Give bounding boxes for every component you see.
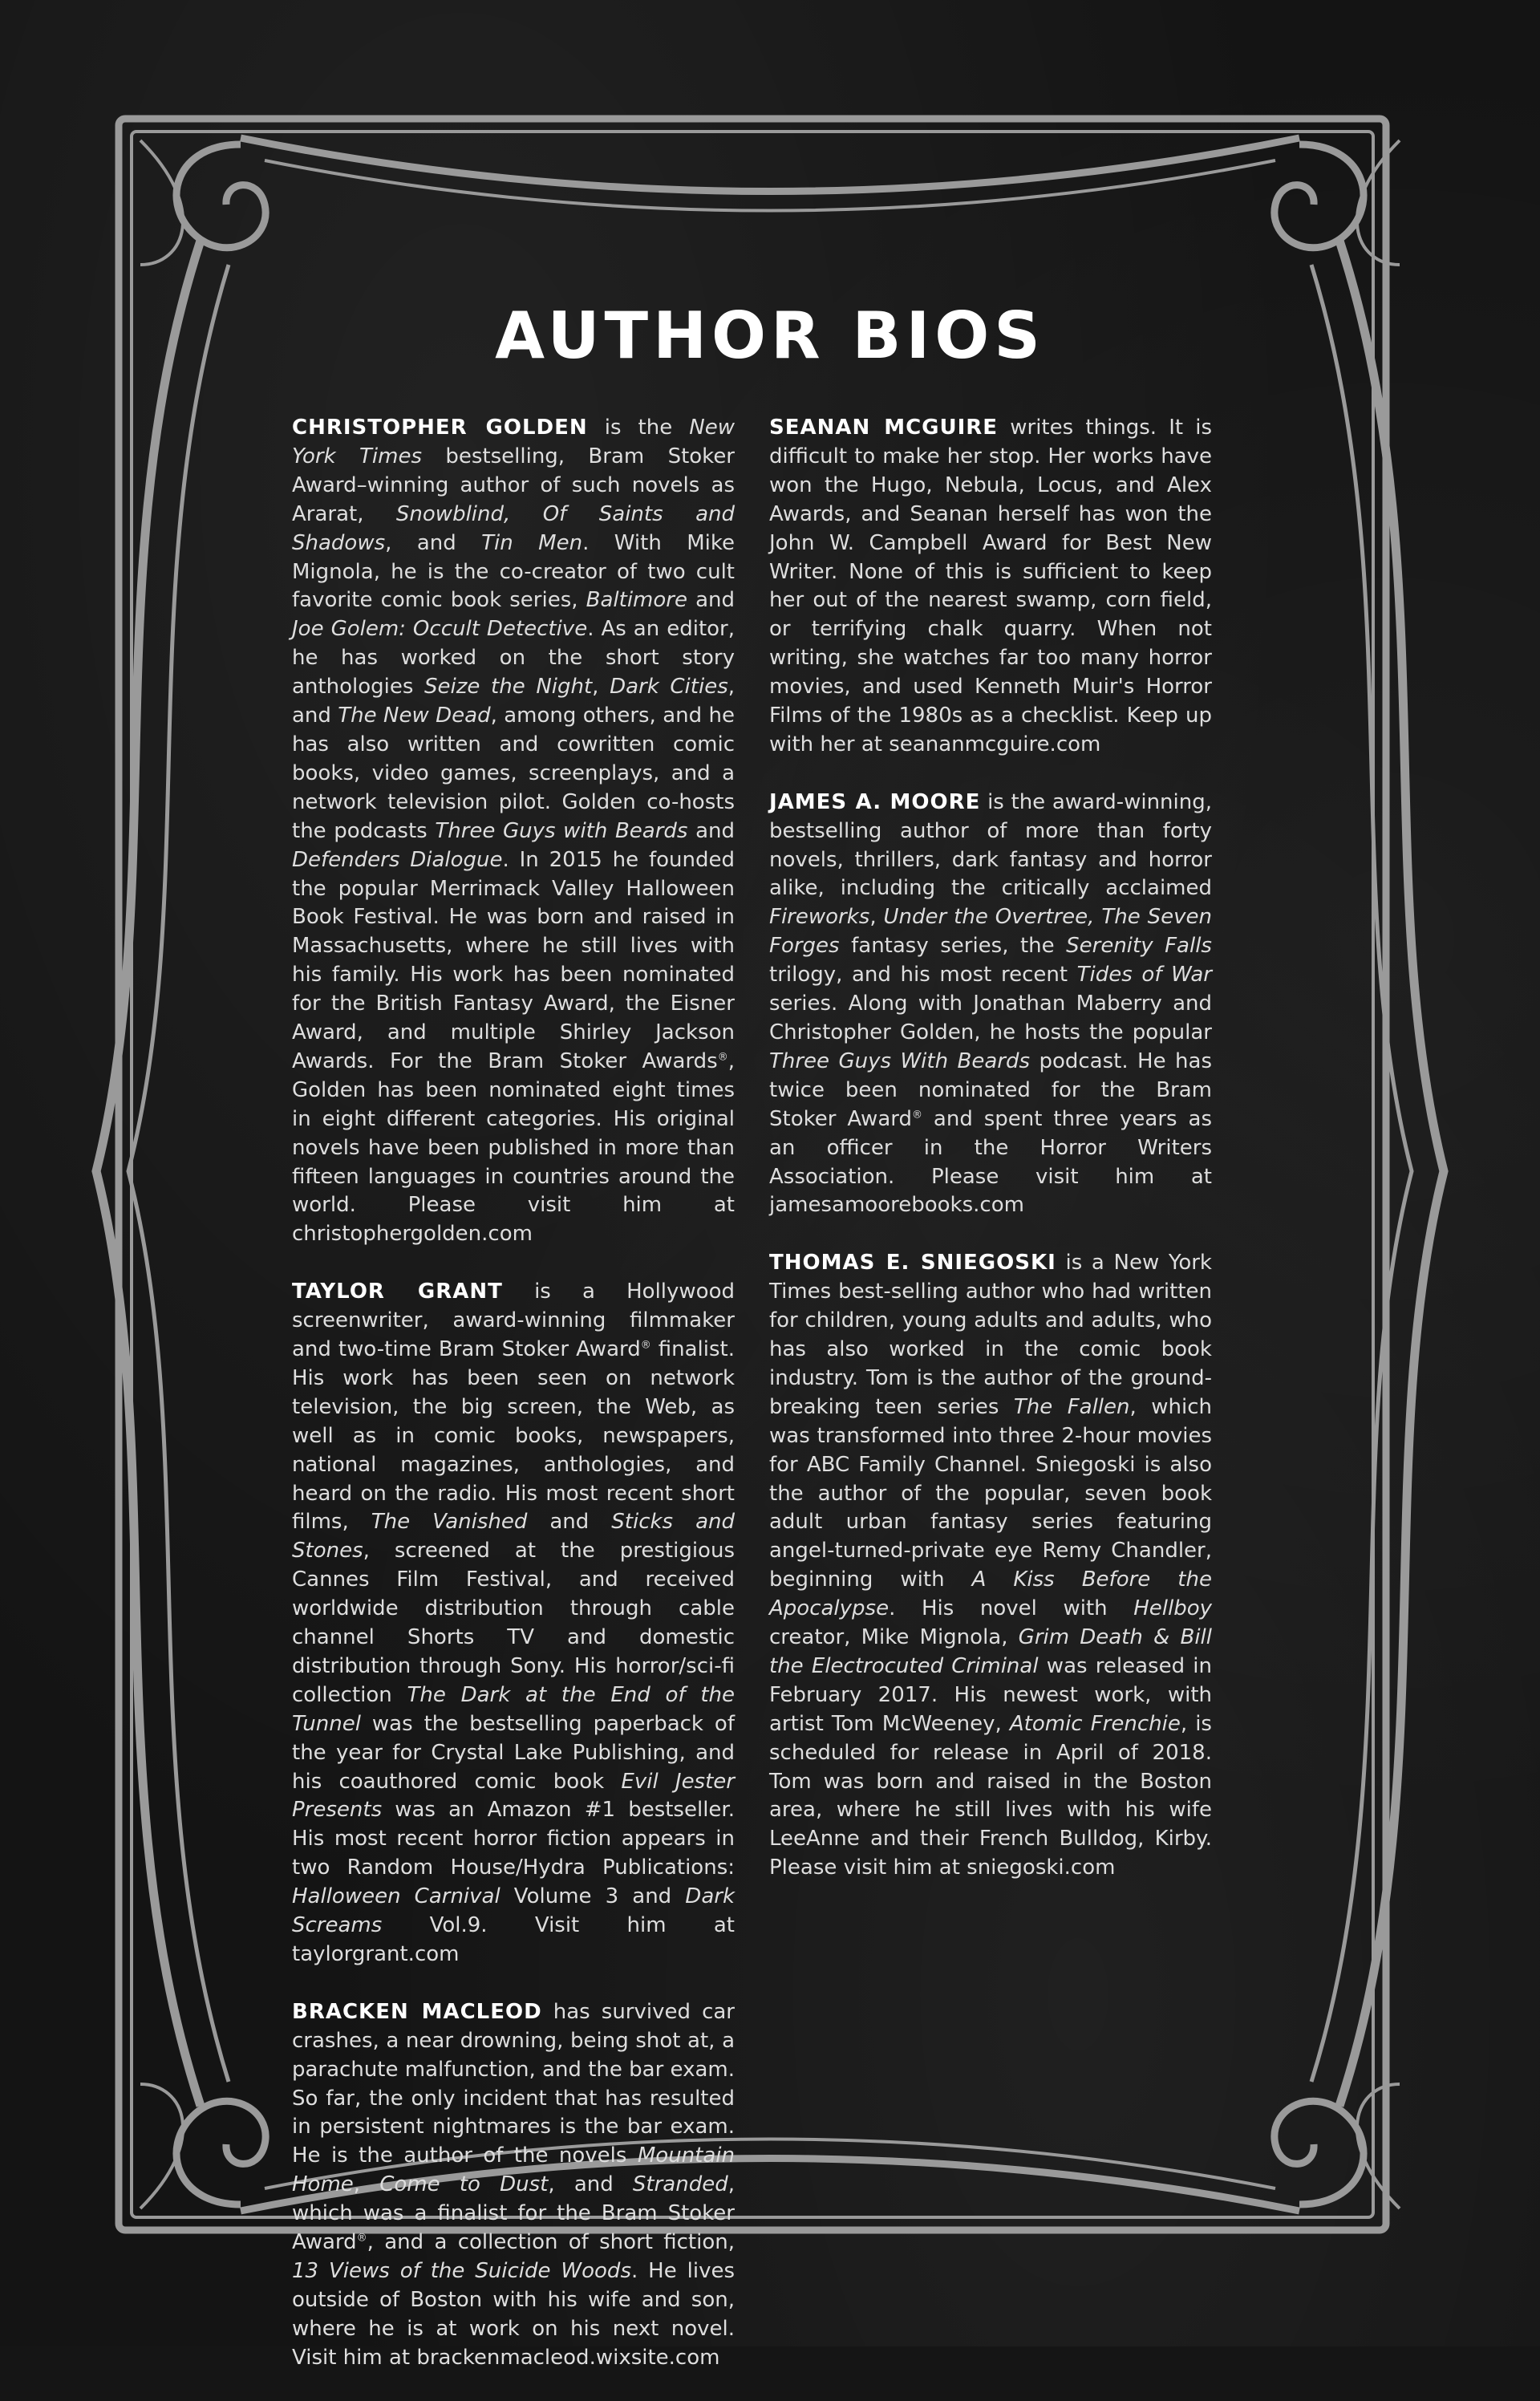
registered-mark: ® (640, 1339, 651, 1352)
bio-text: , which was transformed into three 2-hour movies for ABC Family Channel. Sniegoski is also the author of the popular, seven book adult urban fantasy series featuring angel-turned-private eye Remy Chandler, beginning with (769, 1394, 1212, 1592)
bio-bracken-macleod (292, 1998, 735, 2373)
film-title: Sticks and Stones (292, 1510, 736, 1563)
book-title: Grim Death & Bill the Electrocuted Criminal (769, 1625, 1212, 1678)
bio-text: and (687, 818, 735, 843)
book-title: A Kiss Before the Apocalypse (769, 1568, 1212, 1621)
bio-text: and (527, 1510, 612, 1535)
bio-text: finalist. His work has been seen on network television, the big screen, the Web, as well as in comic books, newspapers, national magazines, anthologies, and heard on the radio. His most recent short films, (292, 1336, 735, 1535)
bio-text: , (592, 675, 610, 700)
bio-text: creator, Mike Mignola, (769, 1625, 1019, 1650)
bio-text: , among others, and he has also written and cowritten comic books, video games, screenplays, and a network television pilot. Golden co-hosts the podcasts (292, 704, 735, 843)
book-title: Atomic Frenchie (1009, 1711, 1181, 1736)
bio-text: is the (587, 416, 690, 440)
book-title: Dark Screams (292, 1884, 735, 1938)
book-title: Hellboy (1133, 1596, 1212, 1621)
book-title: Mountain Home (292, 2143, 735, 2197)
bio-text: , and (385, 530, 482, 555)
bio-text: and spent three years as an officer in the Horror Writers Association. Please visit him at jamesamoorebooks.com (769, 1106, 1212, 1218)
bio-text: . As an editor, he has worked on the short story anthologies (292, 617, 735, 700)
book-title: The New Dead (338, 704, 491, 728)
bio-seanan-mcguire (769, 414, 1212, 760)
podcast-title: Defenders Dialogue (292, 847, 503, 872)
bio-text: Volume 3 and (500, 1884, 686, 1909)
book-title: Stranded (632, 2172, 728, 2197)
book-title: The Fallen (1013, 1394, 1130, 1419)
page-title: AUTHOR BIOS (495, 298, 1045, 373)
bio-text: was the bestselling paperback of the year for Crystal Lake Publishing, and his coauthored comic book (292, 1711, 735, 1794)
registered-mark: ® (356, 2232, 367, 2245)
book-title: Serenity Falls (1066, 934, 1212, 959)
book-title: Tin Men (481, 530, 583, 555)
book-title: Baltimore (586, 588, 687, 613)
registered-mark: ® (717, 1051, 728, 1064)
bio-text: , and (292, 675, 736, 728)
author-name: CHRISTOPHER GOLDEN (292, 416, 588, 440)
bio-text: , which was a finalist for the Bram Stoker Award (292, 2172, 735, 2255)
bio-text: . In 2015 he founded the popular Merrimack Valley Halloween Book Festival. He was born and raised in Massachusetts, where he still lives with his family. His work has been nominated for the British Fantasy Award, the Eisner Award, and multiple Shirley Jackson Awards. For the Bram Stoker Awards (292, 847, 735, 1073)
author-name: BRACKEN MACLEOD (292, 1999, 542, 2024)
bio-text: bestselling, Bram Stoker Award–winning author of such novels as Ararat, (292, 444, 735, 526)
bio-text: is the award-winning, bestselling author of more than forty novels, thrillers, dark fantasy and horror alike, including the critically acclaimed (769, 789, 1212, 901)
bio-text: . With Mike Mignola, he is the co-creator of two cult favorite comic book series, (292, 530, 735, 613)
bio-text: , is scheduled for release in April of 2018. Tom was born and raised in the Boston area, where he still lives with his wife LeeAnne and their French Bulldog, Kirby. Please visit him at sniegoski.com (769, 1711, 1212, 1880)
bio-text: , Golden has been nominated eight times in eight different categories. His original novels have been published in more than fifteen languages in countries around the world. Please visit him at christophergolden.com (292, 1048, 735, 1247)
bio-text: podcast. He has twice been nominated for the Bram Stoker Award (769, 1048, 1212, 1131)
book-title: The Dark at the End of the Tunnel (292, 1682, 735, 1736)
author-name: TAYLOR GRANT (292, 1280, 503, 1304)
bio-text: has survived car crashes, a near drowning, being shot at, a parachute malfunction, and the bar exam. So far, the only incident that has resulted in persistent nightmares is the bar exam. He is the author of the novels (292, 1999, 735, 2168)
book-title: Evil Jester Presents (292, 1769, 735, 1823)
bio-text: Vol.9. Visit him at taylorgrant.com (292, 1913, 735, 1967)
registered-mark: ® (912, 1109, 922, 1121)
bio-text: fantasy series, the (839, 934, 1067, 959)
bio-text: , (869, 905, 884, 930)
bio-christopher-golden (292, 414, 735, 1249)
bio-text: writes things. It is difficult to make her stop. Her works have won the Hugo, Nebula, Locus, and Alex Awards, and Seanan herself has won the John W. Campbell Award for Best New Writer. None of this is sufficient to keep her out of the nearest swamp, corn field, or terrifying chalk quarry. When not writing, she watches far too many horror movies, and used Kenneth Muir's Horror Films of the 1980s as a checklist. Keep up with her at seananmcguire.com (769, 416, 1212, 756)
bio-text: is a New York Times best-selling author who had written for children, young adults and adults, who has also worked in the comic book industry. Tom is the author of the ground-breaking teen series (769, 1251, 1212, 1419)
book-title: 13 Views of the Suicide Woods (292, 2258, 631, 2283)
author-name: THOMAS E. SNIEGOSKI (769, 1251, 1056, 1276)
book-title: Halloween Carnival (292, 1884, 500, 1909)
author-name: SEANAN MCGUIRE (769, 416, 999, 440)
book-title: Tides of War (1076, 963, 1212, 988)
bio-text: series. Along with Jonathan Maberry and Christopher Golden, he hosts the popular (769, 992, 1212, 1045)
book-title: Fireworks (769, 905, 870, 930)
bio-text: trilogy, and his most recent (769, 963, 1077, 988)
bio-text: . His novel with (889, 1596, 1134, 1621)
right-column (769, 414, 1212, 1912)
bio-text: . He lives outside of Boston with his wife and son, where he is at work on his next novel. Visit him at brackenmacleod.wixsite.com (292, 2258, 736, 2370)
book-title: Come to Dust (379, 2172, 549, 2197)
bio-text: and (687, 588, 735, 613)
book-title: New York Times (292, 416, 735, 468)
bio-text: , screened at the prestigious Cannes Film Festival, and received worldwide distribution through cable channel Shorts TV and domestic distribution through Sony. His horror/sci-fi collection (292, 1539, 735, 1707)
bio-text: , and (548, 2172, 633, 2197)
bio-thomas-e-sniegoski (769, 1249, 1212, 1883)
author-name: JAMES A. MOORE (769, 789, 981, 814)
book-title: Under the Overtree, The Seven Forges (769, 905, 1213, 959)
bio-text: , and a collection of short fiction, (367, 2230, 735, 2255)
bio-text: is a Hollywood screenwriter, award-winning filmmaker and two-time Bram Stoker Award (292, 1280, 735, 1361)
book-title: Snowblind, Of Saints and Shadows (292, 501, 735, 555)
bio-text: was an Amazon #1 bestseller. His most recent horror fiction appears in two Random House/Hydra Publications: (292, 1798, 735, 1880)
bio-taylor-grant (292, 1278, 735, 1969)
bio-text: , (353, 2172, 380, 2197)
book-title: Seize the Night (424, 675, 593, 700)
podcast-title: Three Guys with Beards (435, 818, 688, 843)
podcast-title: Three Guys With Beards (769, 1048, 1031, 1073)
book-title: Joe Golem: Occult Detective (292, 617, 588, 642)
left-column (292, 414, 735, 2401)
bio-text: was released in February 2017. His newest work, with artist Tom McWeeney, (769, 1653, 1212, 1736)
bio-james-a-moore (769, 789, 1212, 1221)
book-title: Dark Cities (610, 675, 728, 700)
film-title: The Vanished (371, 1510, 528, 1535)
